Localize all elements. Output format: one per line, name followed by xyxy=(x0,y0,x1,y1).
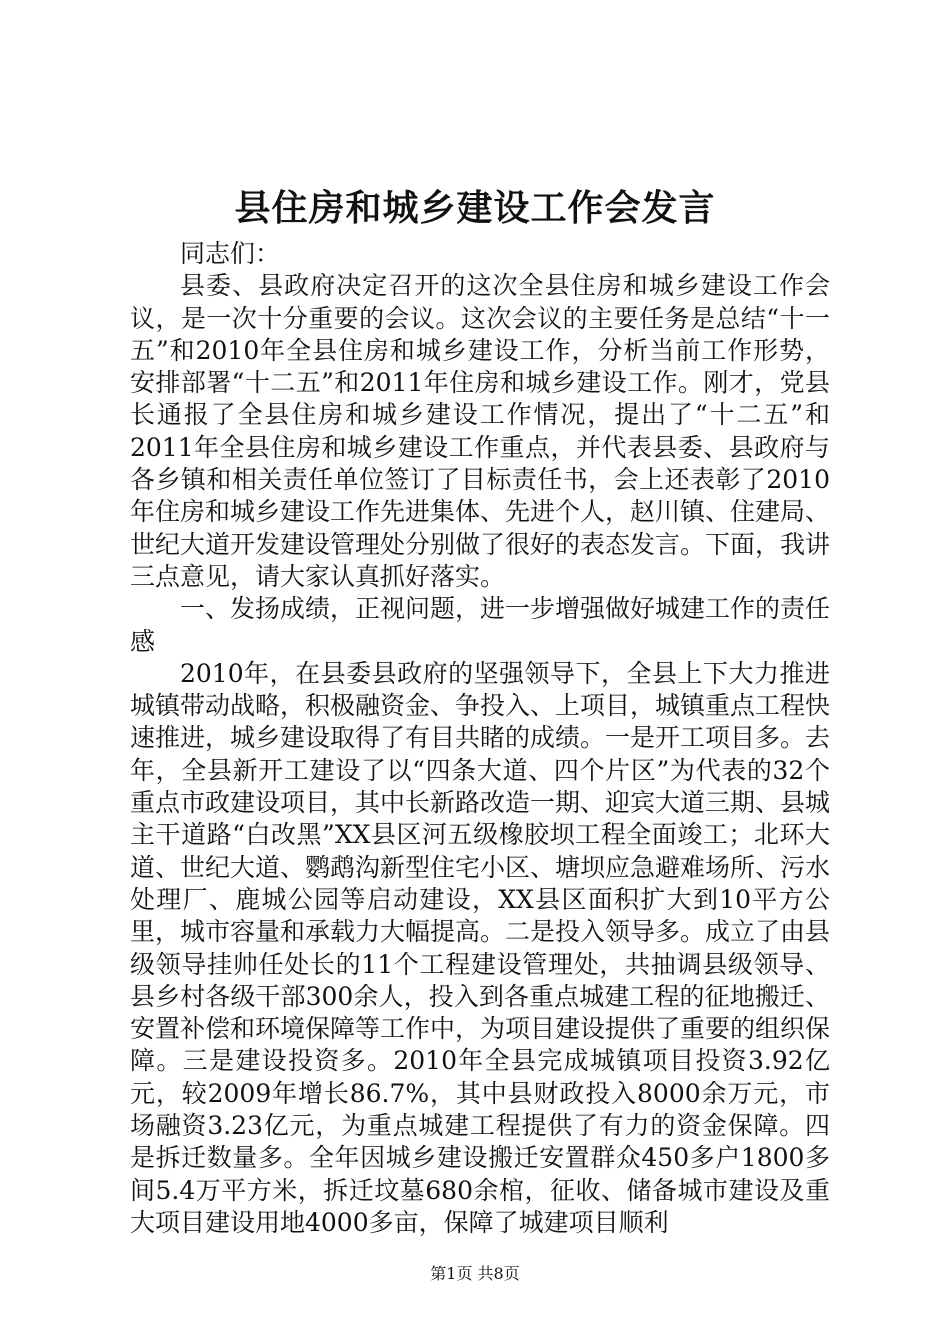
paragraph-intro: 县委、县政府决定召开的这次全县住房和城乡建设工作会议，是一次十分重要的会议。这次会议的主要任务是总结“十一五”和2010年全县住房和城乡建设工作，分析当前工作形势，安排部署“十二五”和2011年住房和城乡建设工作。刚才，党县长通报了全县住房和城乡建设工作情况，提出了“十二五”和2011年全县住房和城乡建设工作重点，并代表县委、县政府与各乡镇和相关责任单位签订了目标责任书，会上还表彰了2010年住房和城乡建设工作先进集体、先进个人，赵川镇、住建局、世纪大道开发建设管理处分别做了很好的表态发言。下面，我讲三点意见，请大家认真抓好落实。 xyxy=(130,271,831,591)
document-body xyxy=(130,238,830,1239)
salutation: 同志们： xyxy=(180,239,281,268)
document-title: 县住房和城乡建设工作会发言 xyxy=(234,187,716,229)
section-heading-1: 一、发扬成绩，正视问题，进一步增强做好城建工作的责任感 xyxy=(130,594,831,656)
page-number: 第1页 共8页 xyxy=(430,1264,520,1283)
paragraph-achievements: 2010年，在县委县政府的坚强领导下，全县上下大力推进城镇带动战略，积极融资金、争投入、上项目，城镇重点工程快速推进，城乡建设取得了有目共睹的成绩。一是开工项目多。去年，全县新开工建设了以“四条大道、四个片区”为代表的32个重点市政建设项目，其中长新路改造一期、迎宾大道三期、县城主干道路“白改黑”XX县区河五级橡胶坝工程全面竣工；北环大道、世纪大道、鹦鹉沟新型住宅小区、塘坝应急避难场所、污水处理厂、鹿城公园等启动建设，XX县区面积扩大到10平方公里，城市容量和承载力大幅提高。二是投入领导多。成立了由县级领导挂帅任处长的11个工程建设管理处，共抽调县级领导、县乡村各级干部300余人，投入到各重点城建工程的征地搬迁、安置补偿和环境保障等工作中，为项目建设提供了重要的组织保障。三是建设投资多。2010年全县完成城镇项目投资3.92亿元，较2009年增长86.7%，其中县财政投入8000余万元，市场融资3.23亿元，为重点城建工程提供了有力的资金保障。四是拆迁数量多。全年因城乡建设搬迁安置群众450多户1800多间5.4万平方米，拆迁坟墓680余棺，征收、储备城市建设及重大项目建设用地4000多亩，保障了城建项目顺利 xyxy=(130,658,831,1237)
